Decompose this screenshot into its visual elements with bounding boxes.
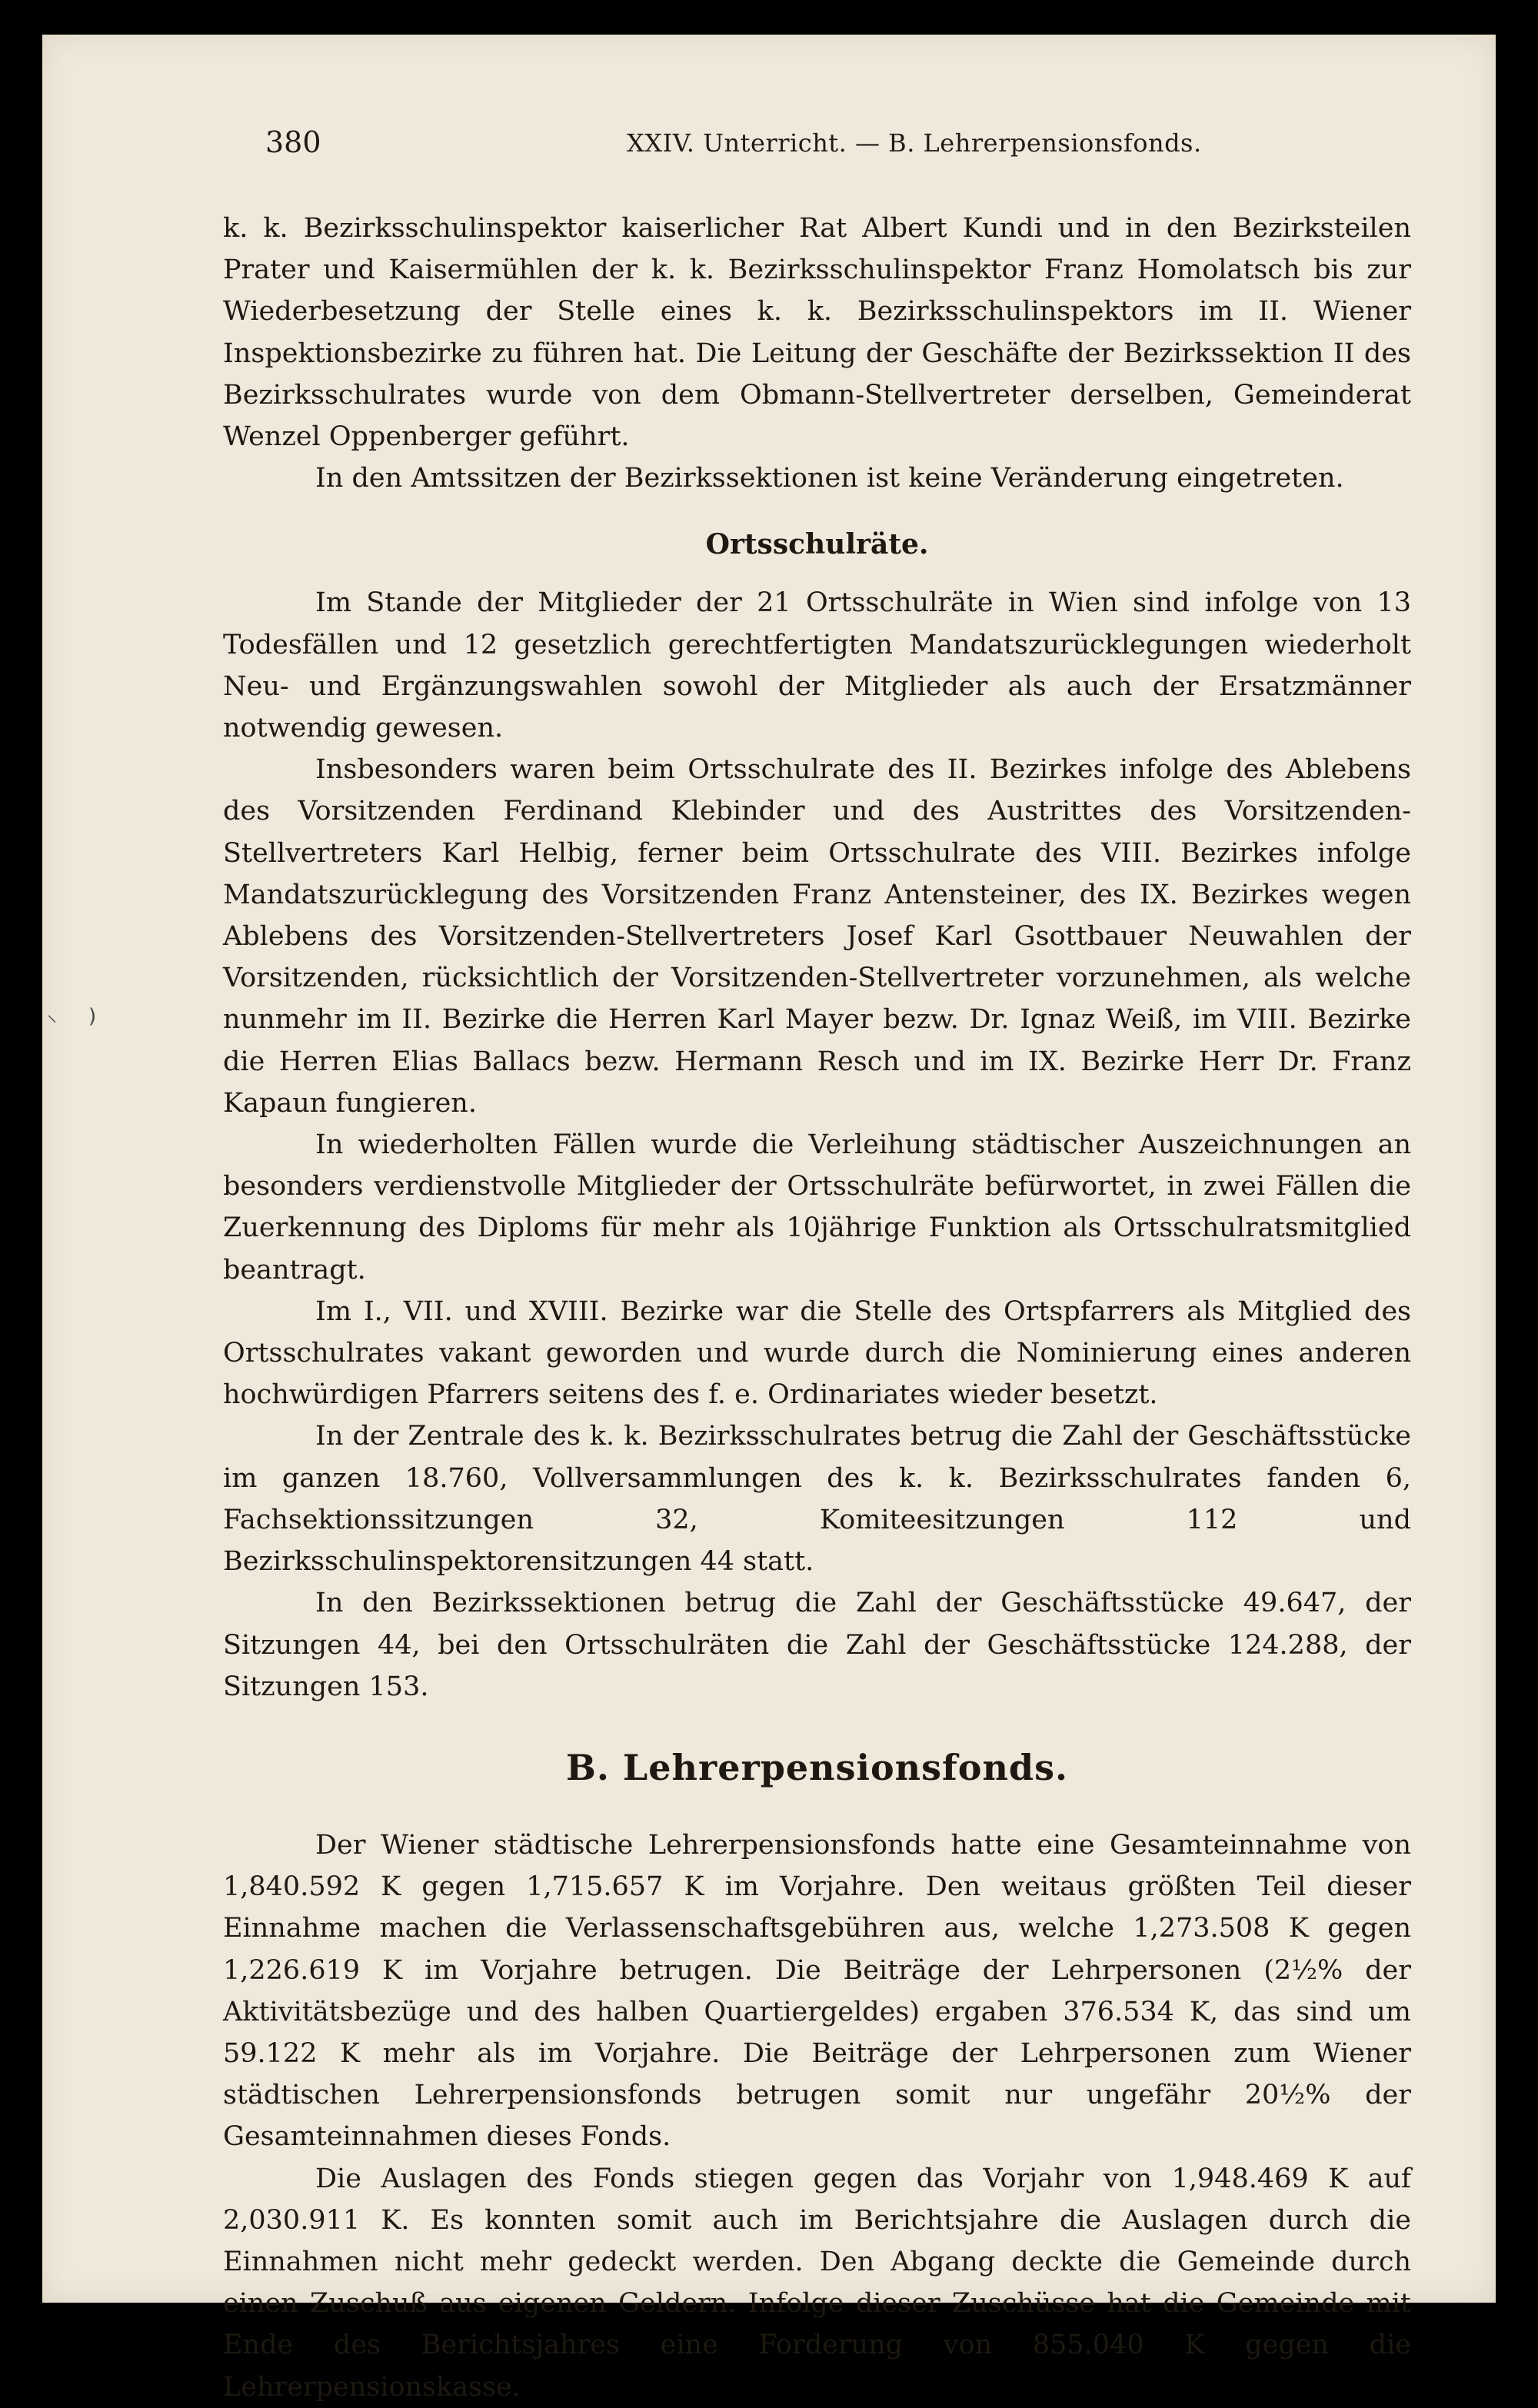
paragraph: Im I., VII. und XVIII. Bezirke war die Stelle des Ortspfarrers als Mitglied des Ortsschulrates vakant geworden und wurde durch die Nominierung eines anderen hochwürdigen Pfarrers seitens des f. e. Ordinariates wieder besetzt. [223, 1295, 1411, 1411]
section-heading-ortsschulraete: Ortsschulräte. [705, 528, 929, 561]
paragraph: In wiederholten Fällen wurde die Verleihung städtischer Auszeichnungen an besonders verdienstvolle Mitglieder der Ortsschulräte befürwortet, in zwei Fällen die Zuerkennung des Diploms für mehr als 10jährige Funktion als Ortsschulratsmitglied beantragt. [223, 1129, 1411, 1285]
paragraph: In den Bezirkssektionen betrug die Zahl der Geschäftsstücke 49.647, der Sitzungen 44, bei den Ortsschulräten die Zahl der Geschäftsstücke 124.288, der Sitzungen 153. [223, 1588, 1411, 1702]
page-header [265, 125, 1265, 171]
paragraph: Der Wiener städtische Lehrerpensionsfonds hatte eine Gesamteinnahme von 1,840.592 K gegen 1,715.657 K im Vorjahre. Den weitaus größten Teil dieser Einnahme machen die Verlassenschaftsgebühren aus, welche 1,273.508 K gegen 1,226.619 K im Vorjahre betrugen. Die Beiträge der Lehrpersonen (2½% der Aktivitätsbezüge und des halben Quartiergeldes) ergaben 376.534 K, das sind um 59.122 K mehr als im Vorjahre. Die Beiträge der Lehrpersonen zum Wiener städtischen Lehrerpensionsfonds betrugen somit nur ungefähr 20½% der Gesamteinnahmen dieses Fonds. [223, 1829, 1411, 2153]
body-text [223, 208, 1411, 2408]
paragraph: Im Stande der Mitglieder der 21 Ortsschulräte in Wien sind infolge von 13 Todesfällen und 12 gesetzlich gerechtfertigten Mandatszurücklegungen wiederholt Neu- und Ergänzungswahlen sowohl der Mitglieder als auch der Ersatzmänner notwendig gewesen. [223, 587, 1411, 744]
page-number: 380 [265, 125, 321, 159]
paragraph: Insbesonders waren beim Ortsschulrate des II. Bezirkes infolge des Ablebens des Vorsitzenden Ferdinand Klebinder und des Austrittes des Vorsitzenden-Stellvertreters Karl Helbig, ferner beim Ortsschulrate des VIII. Bezirkes infolge Mandatszurücklegung des Vorsitzenden Franz Antensteiner, des IX. Bezirkes wegen Ablebens des Vorsitzenden-Stellvertreters Josef Karl Gsottbauer Neuwahlen der Vorsitzenden, rücksichtlich der Vorsitzenden-Stellvertreter vorzunehmen, als welche nunmehr im II. Bezirke die Herren Karl Mayer bezw. Dr. Ignaz Weiß, im VIII. Bezirke die Herren Elias Ballacs bezw. Hermann Resch und im IX. Bezirke Herr Dr. Franz Kapaun fungieren. [223, 754, 1411, 1119]
paragraph: k. k. Bezirksschulinspektor kaiserlicher Rat Albert Kundi und in den Bezirksteilen Prater und Kaisermühlen der k. k. Bezirksschulinspektor Franz Homolatsch bis zur Wiederbesetzung der Stelle eines k. k. Bezirksschulinspektors im II. Wiener Inspektionsbezirke zu führen hat. Die Leitung der Geschäfte der Bezirkssektion II des Bezirksschulrates wurde von dem Obmann-Stellvertreter derselben, Gemeinderat Wenzel Oppenberger geführt. [223, 213, 1411, 453]
paragraph: In der Zentrale des k. k. Bezirksschulrates betrug die Zahl der Geschäftsstücke im ganzen 18.760, Vollversammlungen des k. k. Bezirksschulrates fanden 6, Fachsektionssitzungen 32, Komiteesitzungen 112 und Bezirksschulinspektorensitzungen 44 statt. [223, 1421, 1411, 1578]
paragraph: Die Auslagen des Fonds stiegen gegen das Vorjahr von 1,948.469 K auf 2,030.911 K. Es konnten somit auch im Berichtsjahre die Auslagen durch die Einnahmen nicht mehr gedeckt werden. Den Abgang deckte die Gemeinde durch einen Zuschuß aus eigenen Geldern. Infolge dieser Zuschüsse hat die Gemeinde mit Ende des Berichtsjahres eine Forderung von 855.040 K gegen die Lehrerpensionskasse. [223, 2163, 1411, 2403]
margin-mark: ) [88, 1005, 97, 1028]
margin-mark: ⸜ [47, 1003, 58, 1026]
running-head: XXIV. Unterricht. — B. Lehrerpensionsfonds. [627, 128, 1202, 158]
section-heading-lehrerpensionsfonds: B. Lehrerpensionsfonds. [566, 1746, 1068, 1788]
paragraph: In den Amtssitzen der Bezirkssektionen ist keine Veränderung eingetreten. [315, 463, 1344, 494]
